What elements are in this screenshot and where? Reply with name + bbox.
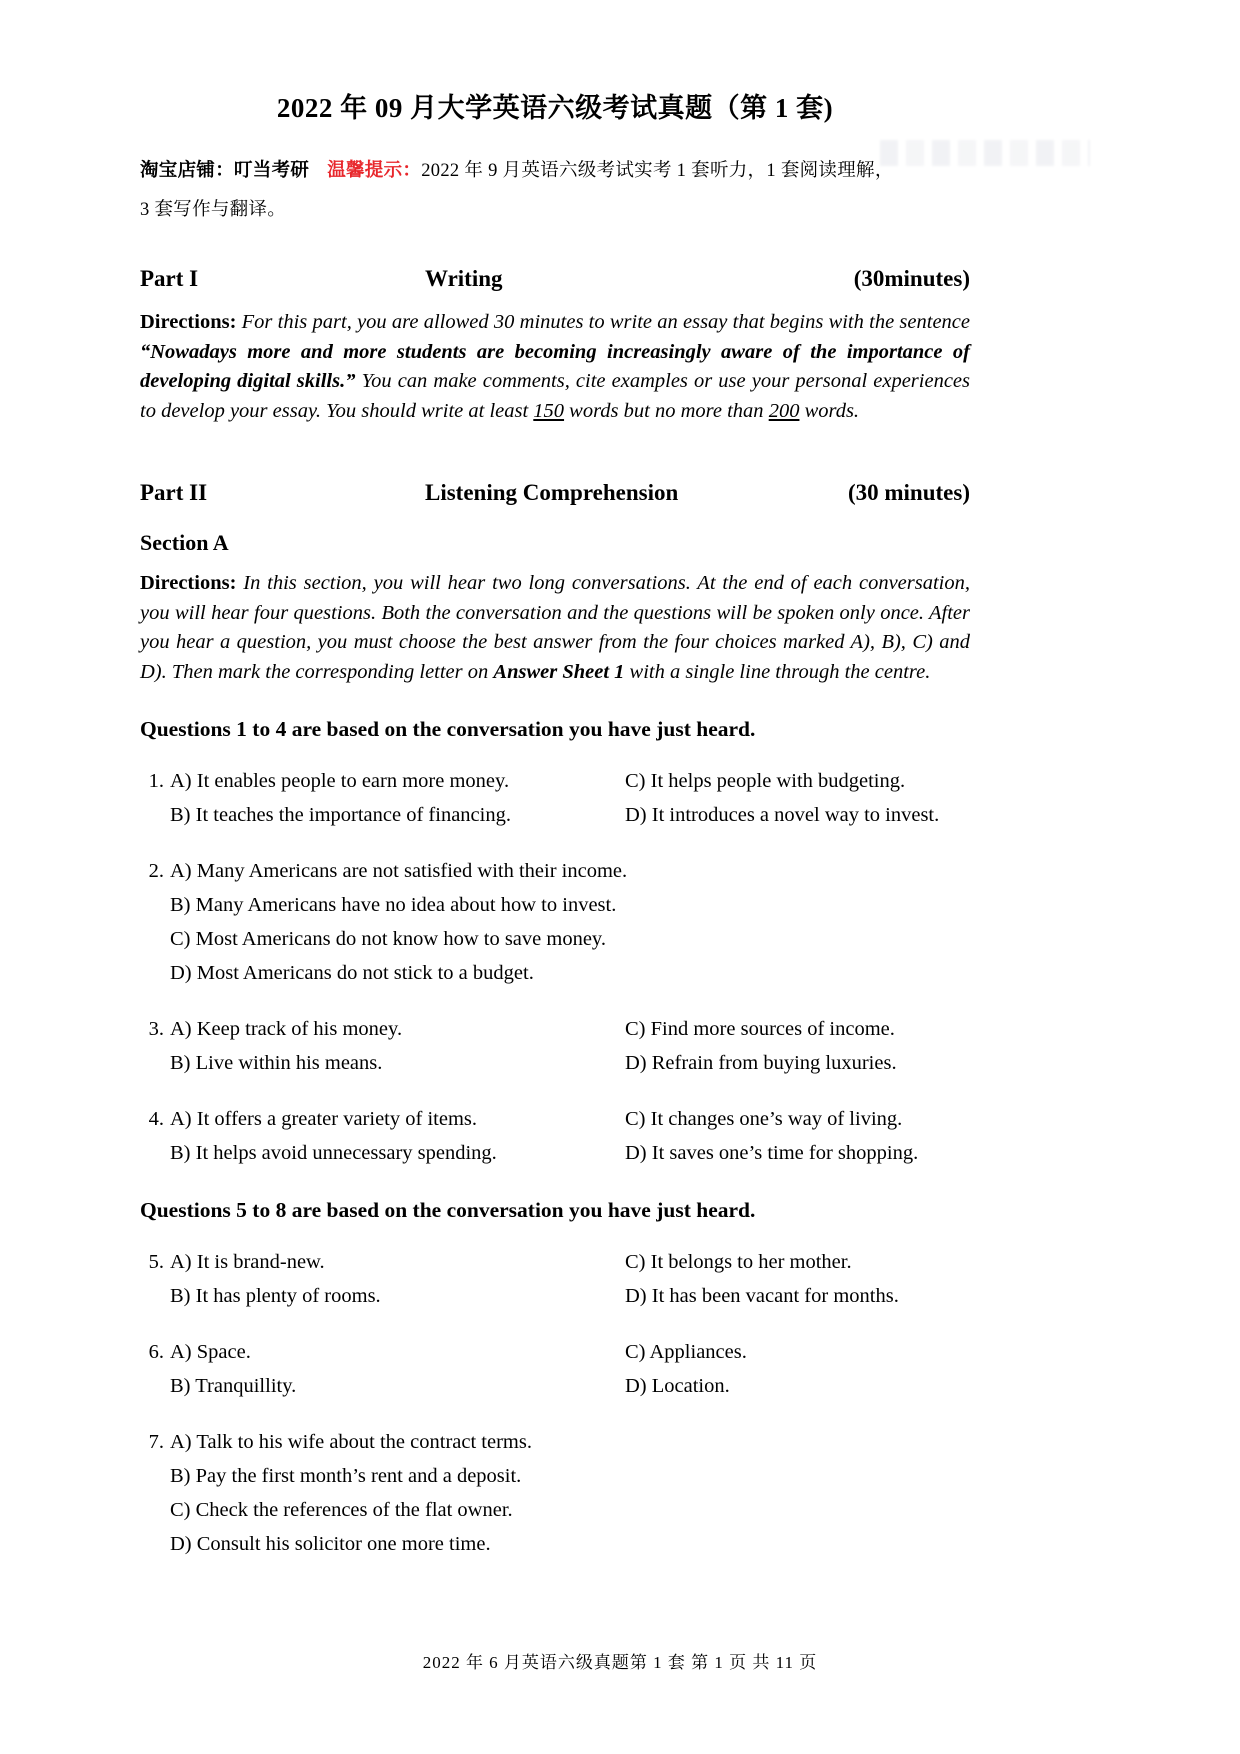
part-2-label: Part II [140, 480, 208, 505]
taobao-shop-label: 淘宝店铺：叮当考研 [140, 161, 310, 181]
question-group [140, 1335, 970, 1403]
question-number [140, 922, 170, 956]
question-option[interactable]: D) It introduces a novel way to invest. [625, 804, 940, 826]
question-number [140, 1279, 170, 1313]
question-option[interactable]: B) Tranquillity. [170, 1375, 297, 1397]
question-option-row [140, 1425, 970, 1459]
question-group [140, 854, 970, 990]
question-number [140, 1527, 170, 1561]
question-option[interactable]: A) Keep track of his money. [170, 1018, 403, 1040]
question-option[interactable]: C) It changes one’s way of living. [625, 1108, 903, 1130]
part-1-max-words: 200 [768, 399, 800, 422]
part-2-directions [140, 569, 970, 687]
question-option-row [140, 1335, 970, 1369]
shop-tip-block [140, 152, 970, 230]
question-option[interactable]: D) It saves one’s time for shopping. [625, 1142, 919, 1164]
question-number: 2. [148, 860, 164, 882]
question-option[interactable]: B) It has plenty of rooms. [170, 1285, 381, 1307]
question-option[interactable]: C) Find more sources of income. [625, 1018, 895, 1040]
part-1-name: Writing [425, 266, 503, 291]
part-1-directions-quote: “Nowadays more and more students are becoming increasingly aware of the importance of developing digital skills.” [140, 340, 970, 392]
part-2-name: Listening Comprehension [425, 480, 679, 505]
question-option[interactable]: A) It enables people to earn more money. [170, 770, 510, 792]
part-2-time: (30 minutes) [847, 480, 970, 505]
question-number: 7. [148, 1431, 164, 1453]
question-option[interactable]: D) Consult his solicitor one more time. [170, 1533, 491, 1555]
question-option[interactable]: C) Appliances. [625, 1341, 747, 1363]
question-number: 1. [148, 770, 164, 792]
question-option-row [140, 1245, 970, 1279]
question-option[interactable]: D) It has been vacant for months. [625, 1285, 899, 1307]
question-option[interactable]: A) It offers a greater variety of items. [170, 1108, 477, 1130]
question-option[interactable]: A) Space. [170, 1341, 251, 1363]
question-group [140, 1012, 970, 1080]
tip-label: 温馨提示： [327, 161, 422, 181]
question-option[interactable]: D) Most Americans do not stick to a budget. [170, 962, 534, 984]
part-2-directions-text-1: In this section, you will hear two long conversations. At the end of each conversation, you will hear four questions. Both the conversation and the questions will be spoken only once. After you hear a question, you must choose the best answer from the four choices marked A), B), C) and D). Then mark the corresponding letter on [140, 572, 970, 683]
part-1-directions-text-3: words but no more than [564, 399, 769, 422]
questions-5-8-block [140, 1245, 970, 1561]
question-option-row [140, 1459, 970, 1493]
question-number [140, 888, 170, 922]
questions-1-4-lead: Questions 1 to 4 are based on the conversation you have just heard. [140, 717, 756, 741]
question-option-row [140, 922, 970, 956]
question-option[interactable]: C) Check the references of the flat owner. [170, 1499, 513, 1521]
question-option-row [140, 1102, 970, 1136]
question-option[interactable]: C) It helps people with budgeting. [625, 770, 906, 792]
question-number: 6. [148, 1341, 164, 1363]
question-option[interactable]: B) Live within his means. [170, 1052, 383, 1074]
question-option[interactable]: D) Refrain from buying luxuries. [625, 1052, 897, 1074]
part-1-directions-label: Directions: [140, 311, 237, 333]
question-option[interactable]: B) Many Americans have no idea about how to invest. [170, 894, 617, 916]
question-option[interactable]: B) Pay the first month’s rent and a deposit. [170, 1465, 522, 1487]
part-1-directions [140, 308, 970, 426]
question-number [140, 956, 170, 990]
question-number [140, 1136, 170, 1170]
question-option[interactable]: B) It teaches the importance of financing. [170, 804, 511, 826]
section-a-label: Section A [140, 530, 229, 555]
page-footer: 2022 年 6 月英语六级真题第 1 套 第 1 页 共 11 页 [422, 1653, 818, 1672]
question-option-row [140, 956, 970, 990]
part-1-header [140, 266, 970, 292]
part-2-directions-label: Directions: [140, 572, 237, 594]
question-group [140, 1102, 970, 1170]
part-1-directions-text-4: words. [799, 399, 860, 422]
question-group [140, 1245, 970, 1313]
part-1-min-words: 150 [533, 399, 565, 422]
part-1-directions-text-1: For this part, you are allowed 30 minutes to write an essay that begins with the sentence [241, 311, 970, 333]
part-1-label: Part I [140, 266, 199, 291]
question-option-row [140, 1012, 970, 1046]
part-2-directions-text-2: with a single line through the centre. [624, 660, 931, 683]
question-option[interactable]: C) It belongs to her mother. [625, 1251, 852, 1273]
page-title: 2022 年 09 月大学英语六级考试真题（第 1 套) [276, 93, 834, 123]
part-1-time: (30minutes) [853, 266, 970, 291]
part-1-directions-text-2: You can make comments, cite examples or use your personal experiences to develop your essay. You should write at least [140, 370, 970, 422]
question-option-row [140, 1369, 970, 1403]
question-option[interactable]: D) Location. [625, 1375, 730, 1397]
questions-5-8-lead: Questions 5 to 8 are based on the conversation you have just heard. [140, 1198, 756, 1222]
question-number [140, 1369, 170, 1403]
questions-1-4-block [140, 764, 970, 1170]
question-number: 5. [148, 1251, 164, 1273]
question-option-row [140, 888, 970, 922]
tip-text-line-1: 2022 年 9 月英语六级考试实考 1 套听力，1 套阅读理解， [421, 161, 894, 181]
question-option[interactable]: B) It helps avoid unnecessary spending. [170, 1142, 497, 1164]
page-content [140, 0, 970, 1561]
question-option-row [140, 1527, 970, 1561]
question-option[interactable]: A) Many Americans are not satisfied with their income. [170, 860, 628, 882]
question-number: 3. [148, 1018, 164, 1040]
tip-text-line-2: 3 套写作与翻译。 [140, 200, 287, 220]
question-option-row [140, 854, 970, 888]
question-number [140, 1459, 170, 1493]
question-group [140, 1425, 970, 1561]
question-option-row [140, 1046, 970, 1080]
question-number [140, 798, 170, 832]
answer-sheet-reference: Answer Sheet 1 [493, 660, 625, 683]
question-option-row [140, 1493, 970, 1527]
part-2-header [140, 480, 970, 506]
question-number [140, 1493, 170, 1527]
question-group [140, 764, 970, 832]
question-option-row [140, 798, 970, 832]
question-option-row [140, 764, 970, 798]
question-number: 4. [148, 1108, 164, 1130]
question-option-row [140, 1279, 970, 1313]
question-option[interactable]: C) Most Americans do not know how to save money. [170, 928, 606, 950]
question-option[interactable]: A) It is brand-new. [170, 1251, 325, 1273]
question-option-row [140, 1136, 970, 1170]
question-option[interactable]: A) Talk to his wife about the contract terms. [170, 1431, 532, 1453]
question-number [140, 1046, 170, 1080]
